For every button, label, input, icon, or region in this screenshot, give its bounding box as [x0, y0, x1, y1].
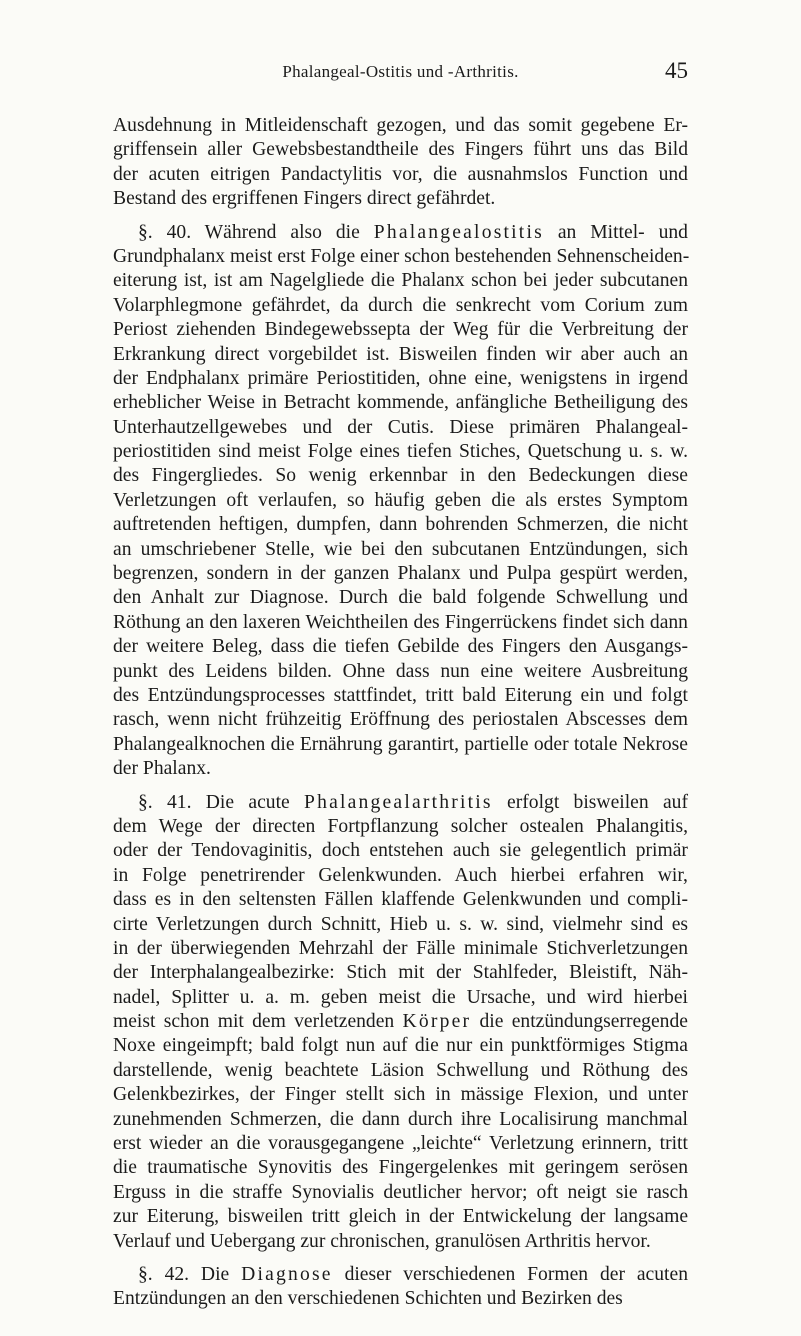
text-line [113, 888, 793, 912]
text-line [113, 1287, 793, 1311]
running-head: Phalangeal-Ostitis und -Arthritis. [282, 62, 519, 81]
text-line [113, 586, 793, 610]
text-line [113, 513, 793, 537]
text-run: an umschriebener Stelle, wie bei den subcutanen Entzündungen, sich [113, 538, 688, 560]
text-run: dieser verschiedenen Formen der acuten [332, 1263, 688, 1285]
text-run: Erkrankung direct vorgebildet ist. Bisweilen finden wir aber auch an [113, 343, 689, 365]
text-run: periostitiden sind meist Folge eines tiefen Stiches, Quetschung u. s. w. [113, 441, 689, 463]
text-line [113, 1181, 793, 1205]
text-line [113, 660, 793, 684]
text-line [113, 294, 793, 318]
text-run: dass es in den seltensten Fällen klaffende Gelenkwunden und compli- [113, 889, 689, 911]
text-run: der Endphalanx primäre Periostitiden, ohne eine, wenigstens in irgend [113, 367, 689, 389]
text-run: Röthung an den laxeren Weichtheilen des Fingerrückens findet sich dann [113, 611, 688, 633]
paragraph [113, 221, 793, 782]
text-line [113, 1263, 793, 1287]
text-line [113, 1108, 793, 1132]
text-line [113, 440, 793, 464]
text-run: Unterhautzellgewebes und der Cutis. Diese primären Phalangeal- [113, 416, 688, 438]
text-run: der weitere Beleg, dass die tiefen Gebilde des Fingers den Ausgangs- [113, 636, 688, 658]
text-line [113, 114, 793, 138]
text-line [113, 538, 793, 562]
text-run: Entzündungen an den verschiedenen Schichten und Bezirken des [113, 1288, 623, 1310]
text-run: auftretenden heftigen, dumpfen, dann bohrenden Schmerzen, die nicht [113, 514, 688, 536]
text-run: die traumatische Synovitis des Fingergelenkes mit geringem serösen [113, 1157, 689, 1179]
text-line [113, 611, 793, 635]
text-line [113, 1083, 793, 1107]
text-run: in Folge penetrirender Gelenkwunden. Auch hierbei erfahren wir, [113, 864, 688, 886]
text-run: der Phalanx. [113, 758, 211, 780]
text-run: griffensein aller Gewebsbestandtheile des Fingers führt uns das Bild [113, 139, 688, 161]
text-line [113, 815, 793, 839]
text-run: §. 42. Die [138, 1263, 242, 1285]
text-run: zur Eiterung, bisweilen tritt gleich in der Entwickelung der langsame [113, 1206, 689, 1228]
text-run: Phalangealknochen die Ernährung garantirt, partielle oder totale Nekrose [113, 733, 689, 755]
text-run: Verletzungen oft verlaufen, so häufig geben die als erstes Symptom [113, 489, 688, 511]
text-run: Bestand des ergriffenen Fingers direct gefährdet. [113, 188, 496, 210]
text-run: der acuten eitrigen Pandactylitis vor, die ausnahmslos Function und [113, 163, 688, 185]
text-line [113, 416, 793, 440]
text-run: rasch, wenn nicht frühzeitig Eröffnung des periostalen Abscesses dem [113, 709, 688, 731]
text-run: darstellende, wenig beachtete Läsion Schwellung und Röthung des [113, 1059, 689, 1081]
text-line [113, 138, 793, 162]
text-run: Grundphalanx meist erst Folge einer schon bestehenden Sehnenscheiden- [113, 245, 690, 267]
text-line [113, 635, 793, 659]
text-line [113, 464, 793, 488]
text-run: Noxe eingeimpft; bald folgt nun auf die nur ein punktförmiges Stigma [113, 1035, 688, 1057]
text-line [113, 1205, 793, 1229]
text-line [113, 937, 793, 961]
text-run: nadel, Splitter u. a. m. geben meist die Ursache, und wird hierbei [113, 986, 688, 1008]
text-line [113, 791, 793, 815]
text-line [113, 1059, 793, 1083]
text-line [113, 318, 793, 342]
text-run: cirte Verletzungen durch Schnitt, Hieb u. s. w. sind, vielmehr sind es [113, 913, 689, 935]
text-run: erst wieder an die vorausgegangene „leichte“ Verletzung erinnern, tritt [113, 1133, 688, 1155]
text-run: oder der Tendovaginitis, doch entstehen auch sie gelegentlich primär [113, 840, 688, 862]
text-line [113, 913, 793, 937]
text-line [113, 1156, 793, 1180]
text-run: eiterung ist, ist am Nagelgliede die Phalanx schon bei jeder subcutanen [113, 270, 689, 292]
text-run: die entzündungserregende [471, 1011, 688, 1033]
text-run: begrenzen, sondern in der ganzen Phalanx und Pulpa gespürt werden, [113, 563, 688, 585]
text-run: erheblicher Weise in Betracht kommende, anfängliche Betheiligung des [113, 392, 689, 414]
text-run: Erguss in die straffe Synovialis deutlicher hervor; oft neigt sie rasch [113, 1181, 689, 1203]
text-line [113, 367, 793, 391]
text-run: den Anhalt zur Diagnose. Durch die bald folgende Schwellung und [113, 587, 688, 609]
page-number: 45 [665, 58, 688, 83]
text-run: an Mittel- und [543, 221, 688, 243]
text-run: meist schon mit dem verletzenden [113, 1011, 403, 1033]
text-run: Gelenkbezirkes, der Finger stellt sich in mässige Flexion, und unter [113, 1084, 689, 1106]
text-line [113, 986, 793, 1010]
text-line [113, 1132, 793, 1156]
body-text [113, 114, 793, 1312]
text-line [113, 163, 793, 187]
spaced-term: Phalangealarthritis [304, 791, 493, 813]
text-line [113, 269, 793, 293]
text-line [113, 562, 793, 586]
text-line [113, 684, 793, 708]
text-line [113, 343, 793, 367]
text-line [113, 1034, 793, 1058]
text-line [113, 391, 793, 415]
text-run: der Interphalangealbezirke: Stich mit der Stahlfeder, Bleistift, Näh- [113, 962, 688, 984]
text-run: in der überwiegenden Mehrzahl der Fälle minimale Stichverletzungen [113, 937, 689, 959]
text-line [113, 221, 793, 245]
text-line [113, 733, 793, 757]
spaced-term: Phalangealostitis [373, 221, 544, 243]
spaced-term: Körper [402, 1011, 472, 1033]
text-run: zunehmenden Schmerzen, die dann durch ihre Localisirung manchmal [113, 1108, 688, 1130]
text-line [113, 839, 793, 863]
text-run: §. 40. Während also die [138, 221, 374, 243]
text-run: punkt des Leidens bilden. Ohne dass nun eine weitere Ausbreitung [113, 660, 689, 682]
text-line [113, 187, 793, 211]
text-line [113, 1010, 793, 1034]
text-line [113, 961, 793, 985]
text-run: §. 41. Die acute [138, 791, 305, 813]
spaced-term: Diagnose [241, 1263, 333, 1285]
text-run: dem Wege der directen Fortpflanzung solcher ostealen Phalangitis, [113, 815, 688, 837]
text-line [113, 864, 793, 888]
text-run: Verlauf und Uebergang zur chronischen, granulösen Arthritis hervor. [113, 1230, 651, 1252]
text-line [113, 245, 793, 269]
text-run: des Entzündungsprocesses stattfindet, tritt bald Eiterung ein und folgt [113, 684, 688, 706]
paragraph [113, 114, 793, 212]
text-line [113, 489, 793, 513]
paragraph [113, 1263, 793, 1312]
text-line [113, 708, 793, 732]
text-run: Volarphlegmone gefährdet, da durch die senkrecht vom Corium zum [113, 294, 688, 316]
text-run: Periost ziehenden Bindegewebssepta der Weg für die Verbreitung der [113, 319, 688, 341]
text-run: Ausdehnung in Mitleidenschaft gezogen, und das somit gegebene Er- [113, 115, 689, 136]
paragraph [113, 791, 793, 1254]
text-line [113, 757, 793, 781]
text-run: des Fingergliedes. So wenig erkennbar in den Bedeckungen diese [113, 465, 688, 487]
text-line [113, 1230, 793, 1254]
text-run: erfolgt bisweilen auf [492, 791, 688, 813]
